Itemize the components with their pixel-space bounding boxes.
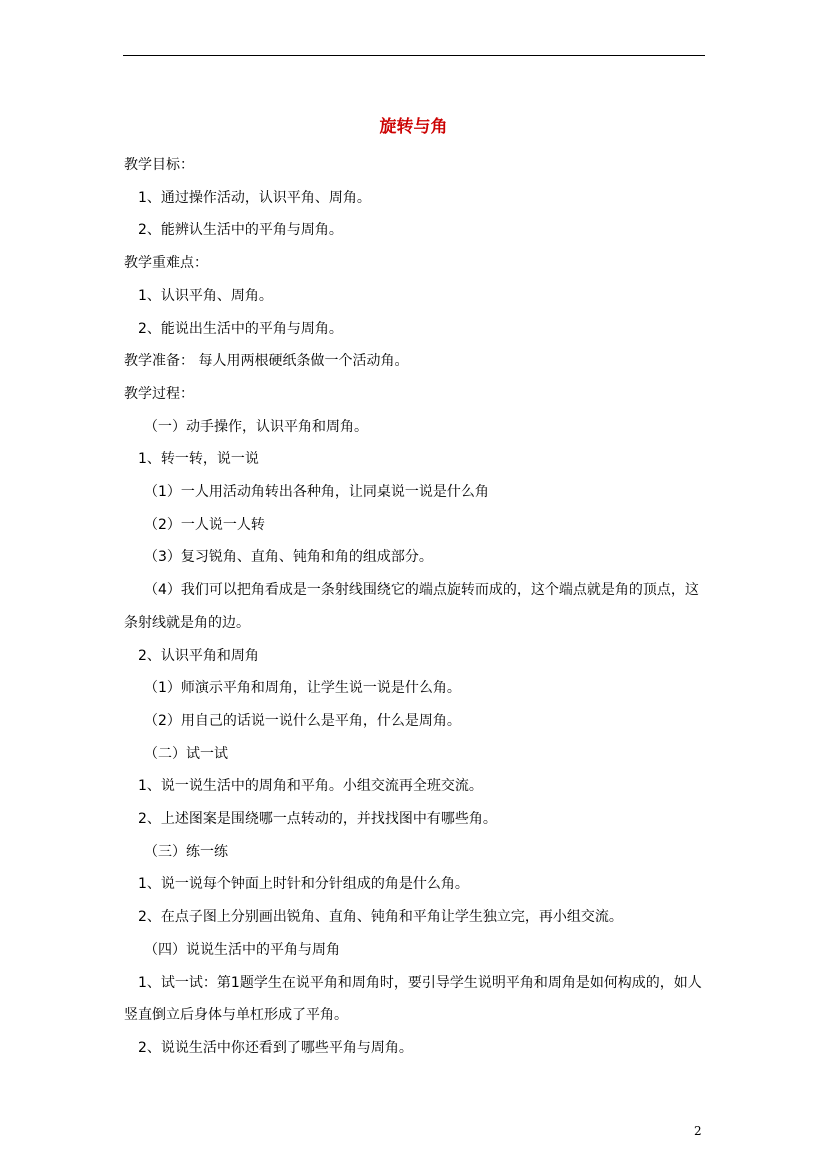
process-subheading: （四）说说生活中的平角与周角 — [144, 941, 340, 958]
objective-item: 1、通过操作活动，认识平角、周角。 — [138, 189, 371, 206]
process-item: 2、上述图案是围绕哪一点转动的，并找找图中有哪些角。 — [138, 811, 497, 828]
process-item: 2、认识平角和周角 — [138, 647, 259, 664]
process-step-wrapped: （4）我们可以把角看成是一条射线围绕它的端点旋转而成的，这个端点就是角的顶点，这条射线就是角的边。 — [124, 582, 699, 631]
objective-item: 2、能辨认生活中的平角与周角。 — [138, 222, 343, 239]
process-step: （2）一人说一人转 — [144, 516, 265, 533]
section-heading-preparation: 教学准备： 每人用两根硬纸条做一个活动角。 — [124, 353, 409, 370]
page-title: 旋转与角 — [379, 117, 448, 137]
process-step: （3）复习锐角、直角、钝角和角的组成部分。 — [144, 549, 433, 566]
process-item: 2、说说生活中你还看到了哪些平角与周角。 — [138, 1039, 413, 1056]
key-point-item: 2、能说出生活中的平角与周角。 — [138, 320, 343, 337]
section-heading-objectives: 教学目标： — [124, 157, 194, 173]
document-body — [124, 149, 704, 1065]
process-subheading: （一）动手操作，认识平角和周角。 — [144, 418, 368, 435]
process-step: （2）用自己的话说一说什么是平角，什么是周角。 — [144, 712, 461, 729]
process-subheading: （二）试一试 — [144, 745, 228, 762]
process-item: 1、转一转，说一说 — [138, 451, 259, 468]
process-subheading: （三）练一练 — [144, 843, 228, 860]
header-rule — [123, 55, 705, 56]
page-number: 2 — [694, 1124, 702, 1138]
section-heading-process: 教学过程： — [124, 385, 194, 402]
process-item: 1、说一说生活中的周角和平角。小组交流再全班交流。 — [138, 778, 483, 795]
process-item: 2、在点子图上分别画出锐角、直角、钝角和平角让学生独立完，再小组交流。 — [138, 909, 623, 926]
process-item: 1、说一说每个钟面上时针和分针组成的角是什么角。 — [138, 876, 469, 893]
process-step: （1）一人用活动角转出各种角，让同桌说一说是什么角 — [144, 484, 489, 501]
process-step: （1）师演示平角和周角，让学生说一说是什么角。 — [144, 680, 461, 697]
key-point-item: 1、认识平角、周角。 — [138, 287, 273, 304]
section-heading-key-points: 教学重难点： — [124, 255, 208, 272]
process-item-wrapped: 1、试一试：第1题学生在说平角和周角时，要引导学生说明平角和周角是如何构成的，如人竖直倒立后身体与单杠形成了平角。 — [124, 974, 702, 1024]
